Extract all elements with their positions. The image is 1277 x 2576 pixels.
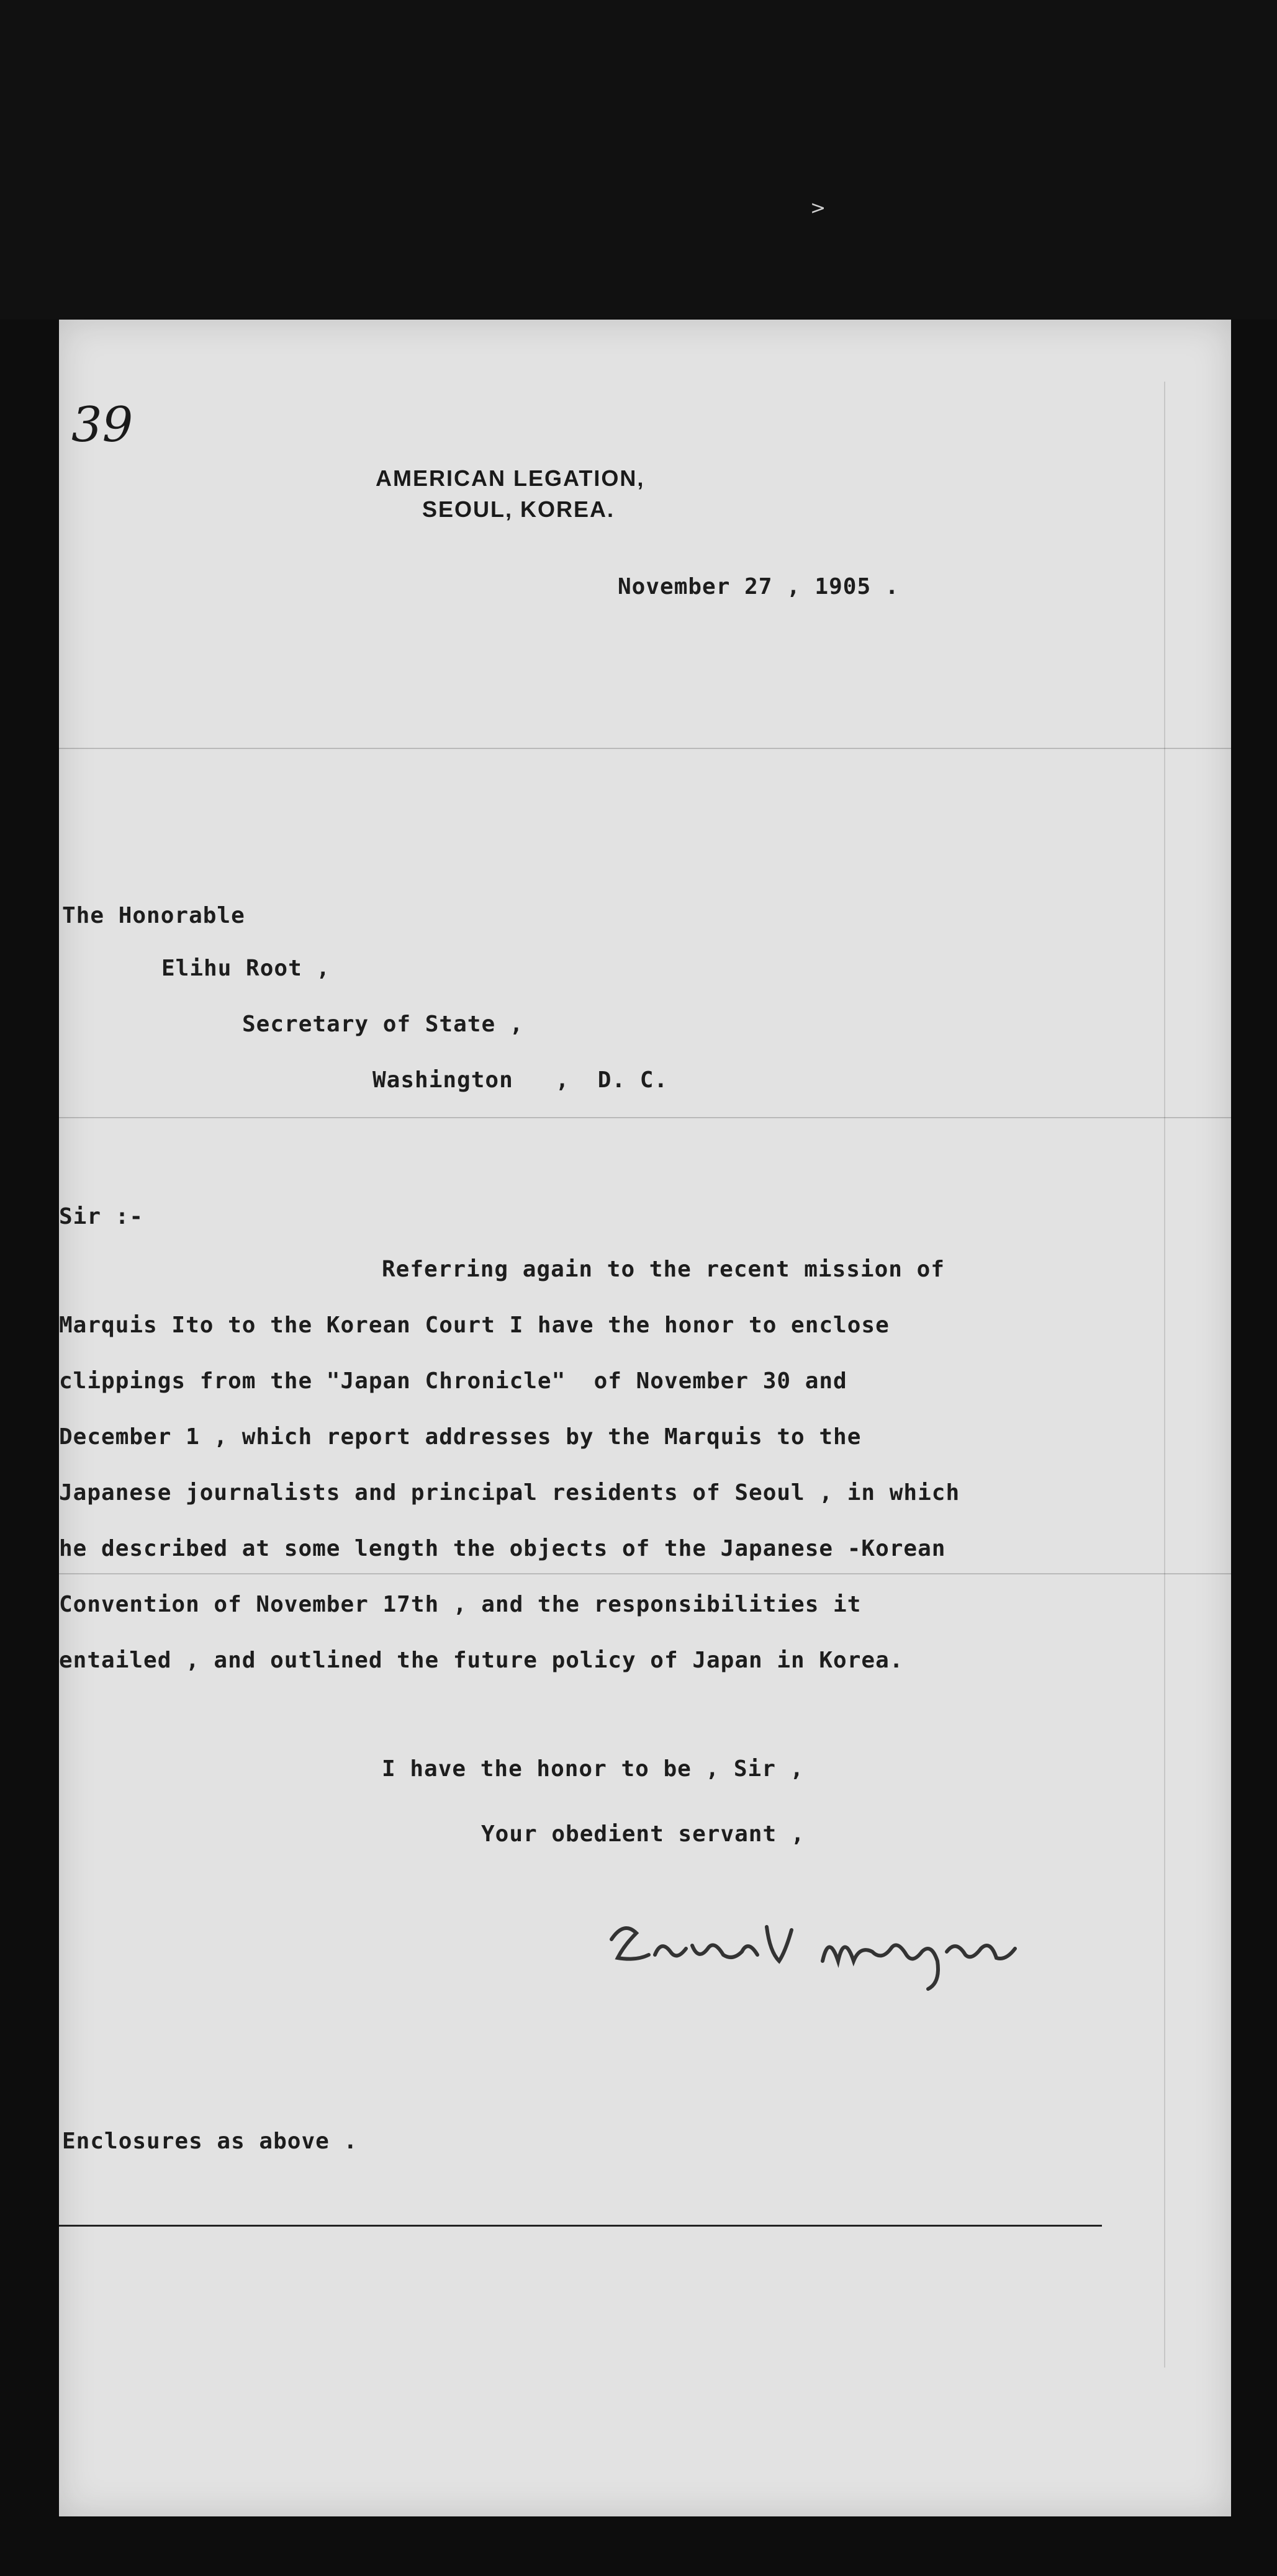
addressee-line-1: The Honorable	[62, 903, 245, 928]
letter-date: November 27 , 1905 .	[618, 574, 900, 599]
body-line: Referring again to the recent mission of	[382, 1257, 945, 1282]
fold-line	[59, 1117, 1231, 1118]
body-line: Marquis Ito to the Korean Court I have the honor to enclose	[59, 1313, 890, 1338]
salutation: Sir :-	[59, 1204, 144, 1229]
body-line: entailed , and outlined the future policy of Japan in Korea.	[59, 1648, 904, 1673]
body-line: he described at some length the objects of the Japanese -Korean	[59, 1536, 946, 1561]
body-line: clippings from the "Japan Chronicle" of November 30 and	[59, 1368, 847, 1394]
letterhead-line-2: SEOUL, KOREA.	[422, 496, 615, 522]
addressee-line-4: Washington , D. C.	[372, 1067, 669, 1093]
handwritten-signature	[599, 1902, 1034, 1995]
fold-line	[59, 748, 1231, 749]
body-line: Japanese journalists and principal residents of Seoul , in which	[59, 1480, 960, 1506]
enclosures-note: Enclosures as above .	[62, 2129, 358, 2154]
fold-line	[1164, 382, 1165, 2367]
closing-line-2: Your obedient servant ,	[481, 1821, 805, 1847]
letterhead-line-1: AMERICAN LEGATION,	[376, 465, 645, 491]
film-mark: >	[810, 197, 826, 219]
body-line: Convention of November 17th , and the responsibilities it	[59, 1592, 862, 1617]
addressee-line-3: Secretary of State ,	[242, 1012, 524, 1037]
letter-page	[59, 320, 1231, 2516]
bottom-rule	[59, 2225, 1102, 2227]
closing-line-1: I have the honor to be , Sir ,	[382, 1756, 805, 1782]
addressee-line-2: Elihu Root ,	[161, 956, 331, 981]
page-number: 39	[71, 397, 133, 453]
film-border-top	[0, 0, 1277, 320]
body-line: December 1 , which report addresses by the Marquis to the	[59, 1424, 862, 1450]
fold-line	[59, 1573, 1231, 1574]
